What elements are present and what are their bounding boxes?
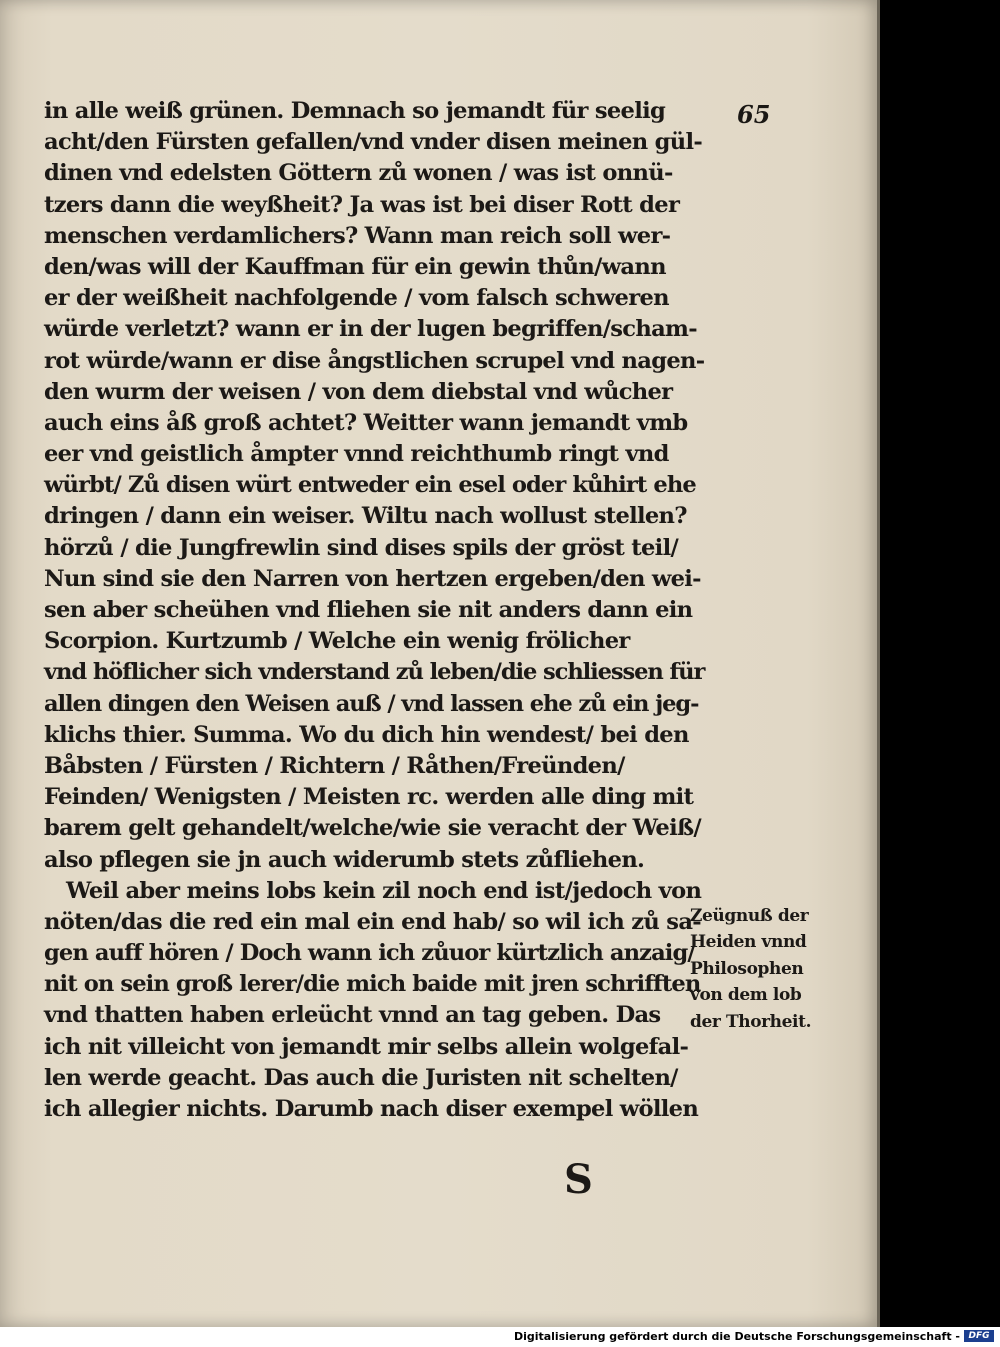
text-line: klichs thier. Summa. Wo du dich hin wendest/ bei den bbox=[44, 721, 689, 748]
text-line: tzers dann die weyßheit? Ja was ist bei diser Rott der bbox=[44, 191, 680, 218]
marginal-note bbox=[690, 903, 840, 1035]
text-line: ich nit villeicht von jemandt mir selbs allein wolgefal- bbox=[44, 1033, 689, 1060]
funding-credit: Digitalisierung gefördert durch die Deutsche Forschungsgemeinschaft - bbox=[513, 1330, 960, 1343]
text-line: also pflegen sie jn auch widerumb stets zůfliehen. bbox=[44, 846, 645, 873]
text-line: nit on sein groß lerer/die mich baide mit jren schrifften bbox=[44, 971, 701, 998]
marginal-note-line: Zeügnuß der bbox=[690, 906, 809, 926]
text-line: menschen verdamlichers? Wann man reich soll wer- bbox=[44, 222, 671, 249]
body-text bbox=[44, 96, 704, 1125]
text-line: eer vnd geistlich åmpter vnnd reichthumb ringt vnd bbox=[44, 441, 669, 468]
text-line: würde verletzt? wann er in der lugen begriffen/scham- bbox=[44, 316, 697, 343]
text-line: Weil aber meins lobs kein zil noch end ist/jedoch von bbox=[66, 877, 702, 904]
marginal-note-line: der Thorheit. bbox=[690, 1011, 812, 1032]
dfg-logo[interactable]: DFG bbox=[964, 1330, 994, 1342]
text-line: dringen / dann ein weiser. Wiltu nach wollust stellen? bbox=[44, 503, 687, 530]
text-line: würbt/ Zů disen würt entweder ein esel oder kůhirt ehe bbox=[44, 472, 696, 499]
text-line: Båbsten / Fürsten / Richtern / Råthen/Freünden/ bbox=[44, 752, 625, 779]
text-line: sen aber scheühen vnd fliehen sie nit anders dann ein bbox=[44, 597, 693, 623]
text-line: hörzů / die Jungfrewlin sind dises spils der gröst teil/ bbox=[44, 534, 679, 561]
text-line: rot würde/wann er dise ångstlichen scrupel vnd nagen- bbox=[44, 347, 705, 374]
text-line: Scorpion. Kurtzumb / Welche ein wenig frölicher bbox=[44, 628, 630, 655]
text-line: Nun sind sie den Narren von hertzen ergeben/den wei- bbox=[44, 565, 701, 592]
text-line: gen auff hören / Doch wann ich zůuor kürtzlich anzaig/ bbox=[44, 940, 695, 967]
text-line: len werde geacht. Das auch die Juristen nit schelten/ bbox=[44, 1064, 678, 1091]
text-line: vnd thatten haben erleücht vnnd an tag geben. Das bbox=[44, 1002, 661, 1029]
text-line: den wurm der weisen / von dem diebstal vnd wůcher bbox=[44, 378, 673, 405]
text-line: er der weißheit nachfolgende / vom falsch schweren bbox=[44, 285, 669, 312]
text-line: acht/den Fürsten gefallen/vnd vnder disen meinen gül- bbox=[44, 129, 703, 156]
text-line: nöten/das die red ein mal ein end hab/ so wil ich zů sa- bbox=[44, 908, 701, 935]
page-number: 65 bbox=[737, 100, 771, 129]
text-line: Feinden/ Wenigsten / Meisten rc. werden alle ding mit bbox=[44, 784, 694, 811]
text-line: den/was will der Kauffman für ein gewin thůn/wann bbox=[44, 253, 666, 280]
text-line: auch eins åß groß achtet? Weitter wann jemandt vmb bbox=[44, 409, 688, 436]
page-edge bbox=[877, 0, 880, 1327]
text-line: vnd höflicher sich vnderstand zů leben/die schliessen für bbox=[44, 659, 705, 686]
text-line: allen dingen den Weisen auß / vnd lassen ehe zů ein jeg- bbox=[44, 690, 699, 717]
text-line: barem gelt gehandelt/welche/wie sie veracht der Weiß/ bbox=[44, 815, 701, 842]
text-line: ich allegier nichts. Darumb nach diser exempel wöllen bbox=[44, 1096, 699, 1122]
footer-bar bbox=[0, 1327, 1000, 1347]
text-line: in alle weiß grünen. Demnach so jemandt für seelig bbox=[44, 98, 666, 124]
marginal-note-line: Heiden vnnd bbox=[690, 932, 807, 953]
text-line: dinen vnd edelsten Göttern zů wonen / was ist onnü- bbox=[44, 160, 673, 187]
marginal-note-line: von dem lob bbox=[690, 985, 802, 1006]
signature-mark: S bbox=[564, 1156, 593, 1203]
marginal-note-line: Philosophen bbox=[690, 958, 804, 979]
